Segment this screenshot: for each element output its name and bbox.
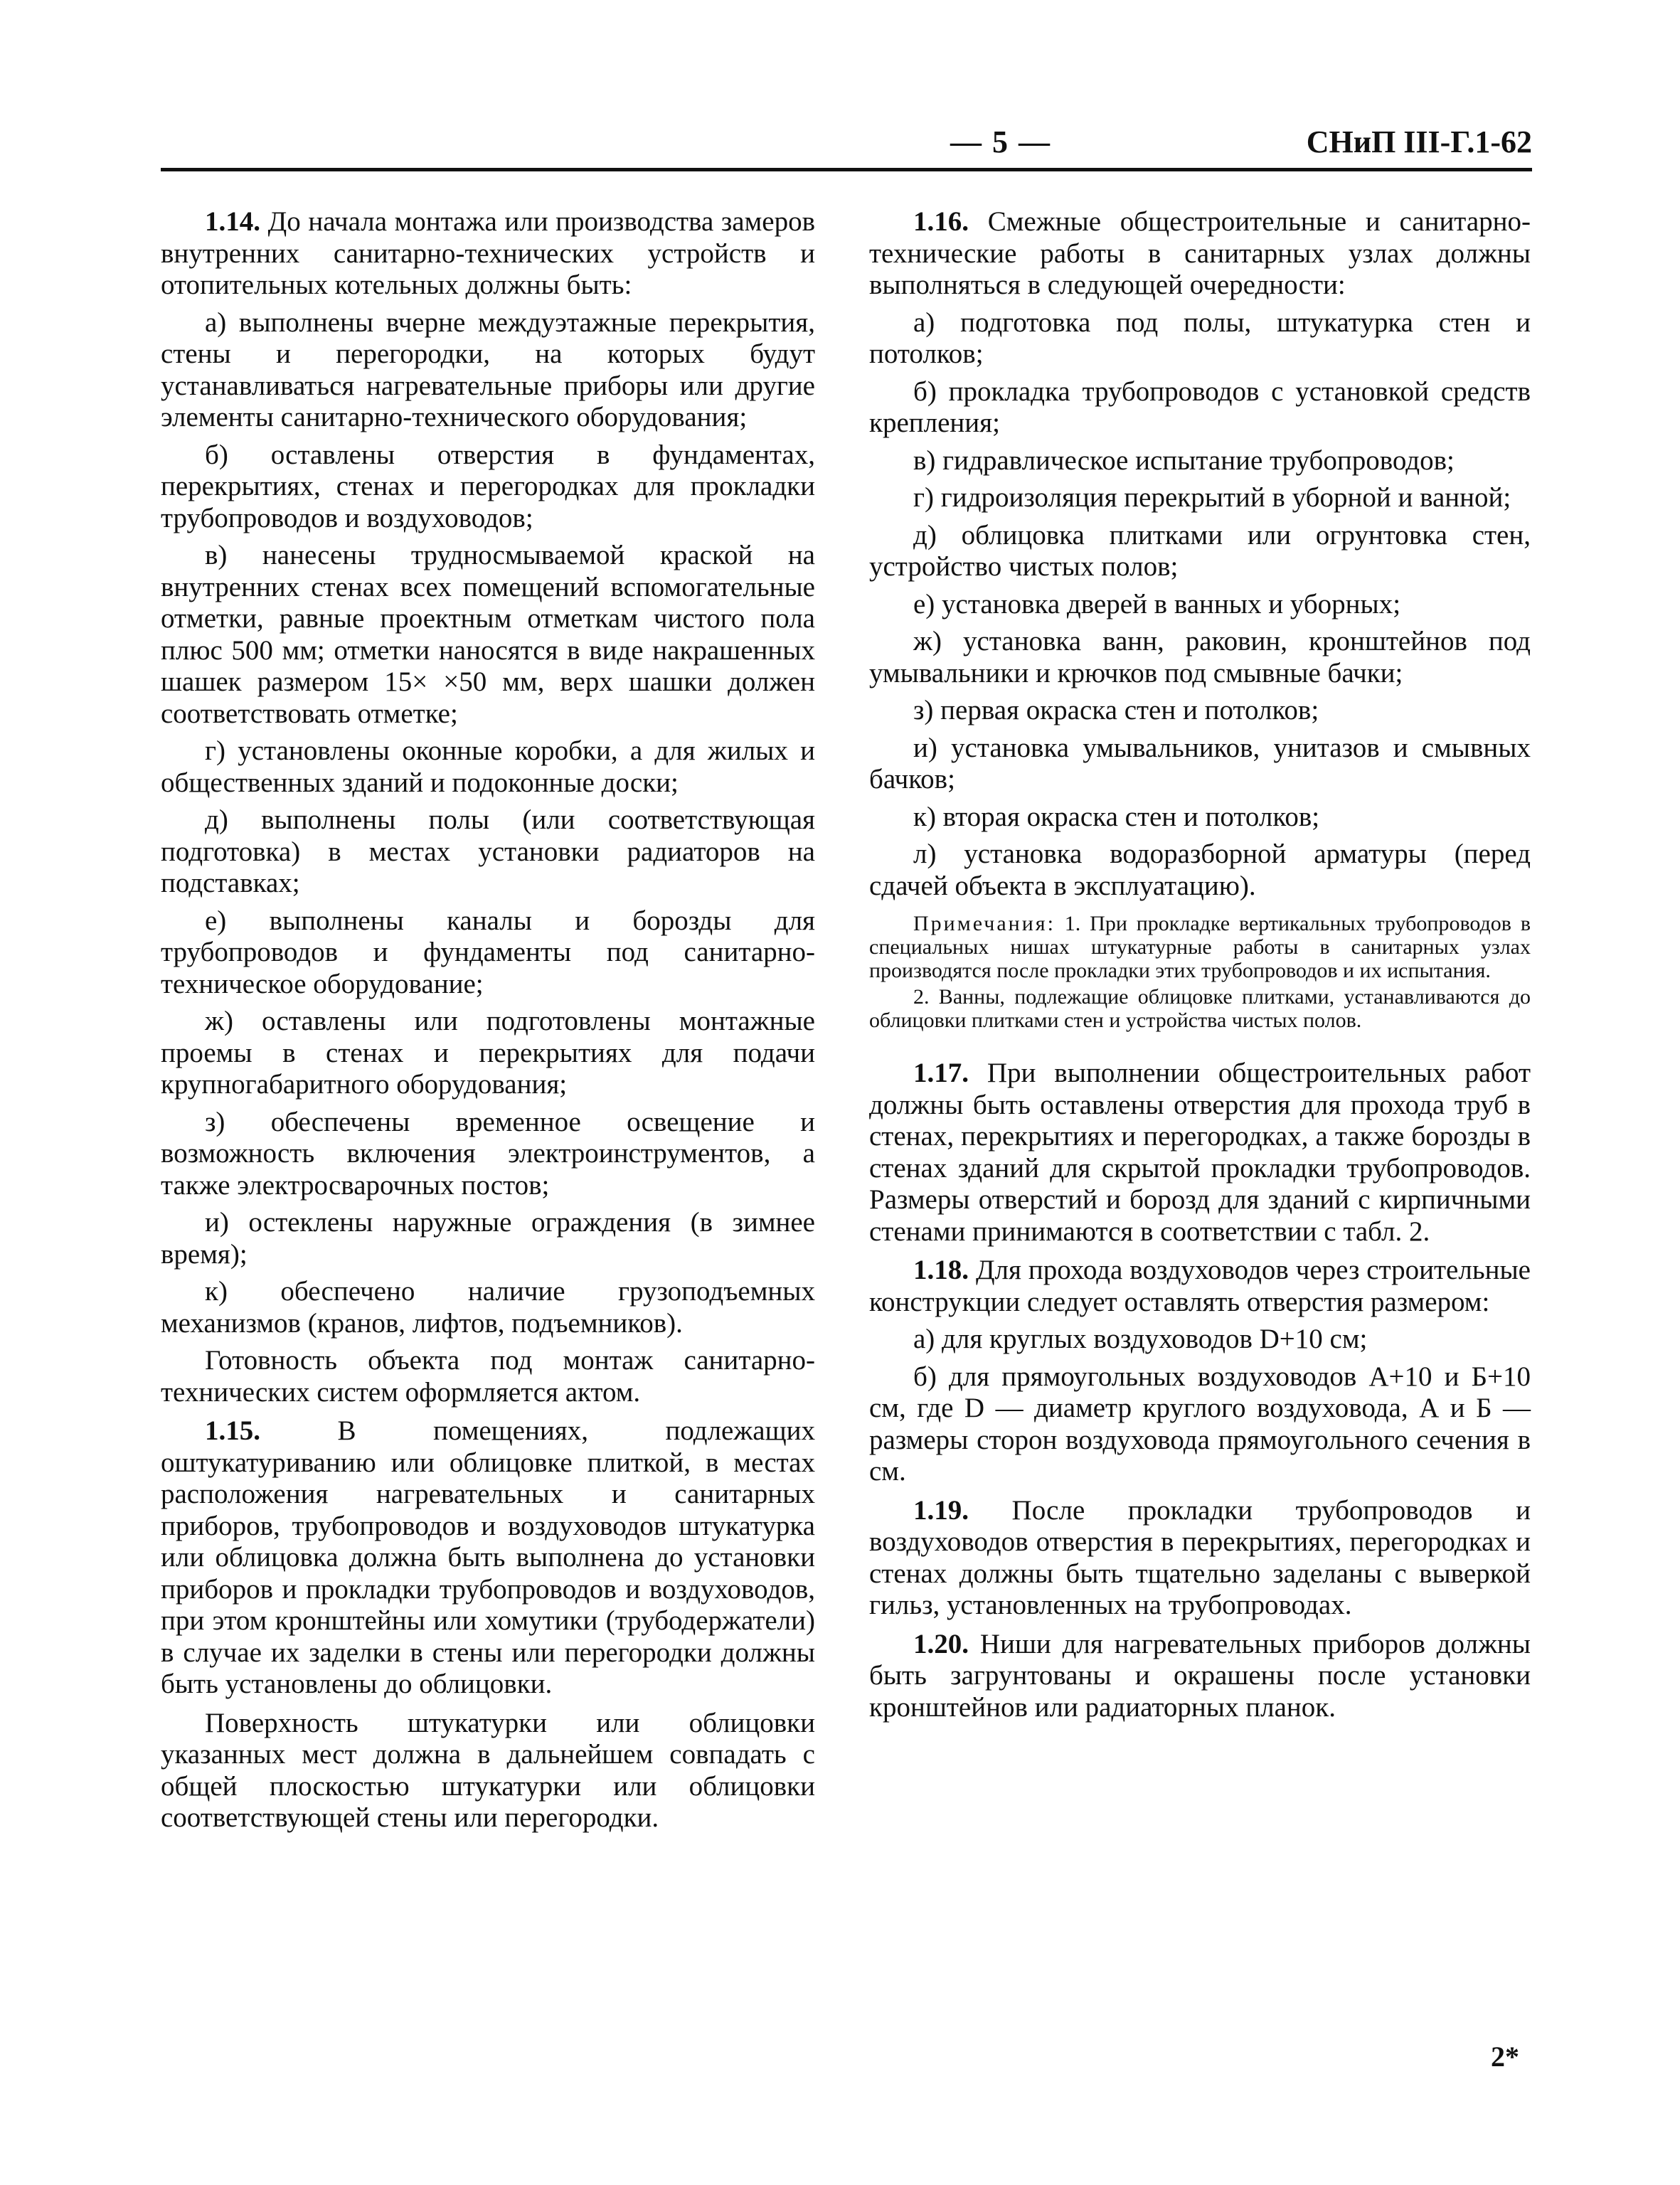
section-text: При выполнении общестроительных работ должны быть оставлены отверстия для прохода труб в стенах, перекрытиях и перегородках, а также борозды в стенах зданий для скрытой прокладки трубопроводов. Размеры отверстий и борозд для зданий с кирпичными стенами принимаются в соответствии с табл. 2. [869,1058,1531,1247]
section-text: Ниши для нагревательных приборов должны быть загрунтованы и окрашены после установки кронштейнов или радиаторных планок. [869,1628,1531,1723]
list-item: и) остеклены наружные ограждения (в зимнее время); [161,1207,815,1270]
document-code: СНиП III-Г.1-62 [1306,124,1532,159]
list-item: д) выполнены полы (или соответствующая подготовка) в местах установки радиаторов на подставках; [161,804,815,898]
page-header [161,119,1532,169]
note-2: 2. Ванны, подлежащие облицовке плитками, устанавливаются до облицовки плитками стен и устройства чистых полов. [869,985,1531,1032]
list-item: е) установка дверей в ванных и уборных; [913,588,1401,620]
list-item: з) обеспечены временное освещение и возможность включения электроинструментов, а также электросварочных постов; [161,1106,815,1201]
list-item: а) выполнены вчерне междуэтажные перекрытия, стены и перегородки, на которых будут устанавливаться нагревательные приборы или другие элементы санитарно-технического оборудования; [161,307,815,432]
section-number: 1.14. [205,206,260,237]
section-number: 1.18. [913,1255,969,1285]
section-1-16 [869,206,1531,302]
section-number: 1.20. [913,1628,969,1659]
list-item: ж) оставлены или подготовлены монтажные проемы в стенах и перекрытиях для подачи крупногабаритного оборудования; [161,1006,815,1100]
list-item: в) гидравлическое испытание трубопроводов; [913,445,1455,476]
list-item: д) облицовка плитками или огрунтовка стен, устройство чистых полов; [869,519,1531,582]
section-1-14 [161,206,815,302]
right-column [869,206,1531,1723]
paragraph: Поверхность штукатурки или облицовки указанных мест должна в дальнейшем совпадать с общей плоскостью штукатурки или облицовки соответствующей стены или перегородки. [161,1707,815,1833]
section-number: 1.19. [913,1494,969,1526]
section-1-17 [869,1058,1531,1248]
list-item: б) прокладка трубопроводов с установкой средств крепления; [869,376,1531,438]
section-1-20 [869,1629,1531,1724]
list-item: и) установка умывальников, унитазов и смывных бачков; [869,732,1531,794]
section-text: Смежные общестроительные и санитарно-технические работы в санитарных узлах должны выполняться в следующей очередности: [869,206,1531,300]
section-1-19 [869,1495,1531,1622]
list-item: а) для круглых воздуховодов D+10 см; [913,1324,1368,1354]
list-item: в) нанесены трудносмываемой краской на внутренних стенах всех помещений вспомогательные отметки, равные проектным отметкам чистого пола плюс 500 мм; отметки наносятся в виде накрашенных шашек размером 15× ×50 мм, верх шашки должен соответствовать отметке; [161,540,815,729]
note-1 [869,912,1531,982]
section-text: До начала монтажа или производства замеров внутренних санитарно-технических устройств и отопительных котельных должны быть: [161,206,815,300]
section-number: 1.15. [205,1415,260,1446]
list-item: л) установка водоразборной арматуры (перед сдачей объекта в эксплуатацию). [869,839,1531,901]
section-1-18 [869,1255,1531,1318]
list-item: г) установлены оконные коробки, а для жилых и общественных зданий и подоконные доски; [161,735,815,798]
list-item: б) оставлены отверстия в фундаментах, перекрытиях, стенах и перегородках для прокладки трубопроводов и воздуховодов; [161,439,815,533]
notes-block [869,912,1531,1032]
list-item: к) вторая окраска стен и потолков; [913,801,1320,832]
list-item: е) выполнены каналы и борозды для трубопроводов и фундаменты под санитарно-техническое оборудование; [161,905,815,999]
page-number: — 5 — [950,124,1051,159]
header-rule [161,168,1532,171]
section-text: Для прохода воздуховодов через строительные конструкции следует оставлять отверстия размером: [869,1255,1531,1317]
section-number: 1.17. [913,1058,969,1088]
note-text: 1. При прокладке вертикальных трубопроводов в специальных нишах штукатурные работы в санитарных узлах производятся после прокладки этих трубопроводов и их испытания. [869,912,1531,982]
section-1-15 [161,1415,815,1701]
list-item: б) для прямоугольных воздуховодов А+10 и Б+10 см, где D — диаметр круглого воздуховода, А и Б — размеры сторон воздуховода прямоугольного сечения в см. [869,1361,1531,1487]
section-text: После прокладки трубопроводов и воздуховодов отверстия в перекрытиях, перегородках и стенах должны быть тщательно заделаны с выверкой гильз, установленных на трубопроводах. [869,1494,1531,1620]
paragraph: Готовность объекта под монтаж санитарно-технических систем оформляется актом. [161,1345,815,1408]
list-item: а) подготовка под полы, штукатурка стен и потолков; [869,307,1531,369]
list-item: ж) установка ванн, раковин, кронштейнов под умывальники и крючков под смывные бачки; [869,626,1531,689]
list-item: к) обеспечено наличие грузоподъемных механизмов (кранов, лифтов, подъемников). [161,1276,815,1339]
list-item: з) первая окраска стен и потолков; [913,695,1319,725]
left-column [161,206,815,1834]
section-number: 1.16. [913,206,969,237]
notes-label: Примечания: [913,912,1056,935]
signature-mark: 2* [1491,2041,1519,2073]
section-text: В помещениях, подлежащих оштукатуриванию или облицовке плиткой, в местах расположения нагревательных и санитарных приборов, трубопроводов и воздуховодов штукатурка или облицовка должна быть выполнена до установки приборов и прокладки трубопроводов и воздуховодов, при этом кронштейны или хомутики (трубодержатели) в случае их заделки в стены или перегородки должны быть установлены до облицовки. [161,1415,815,1699]
list-item: г) гидроизоляция перекрытий в уборной и ванной; [913,482,1511,513]
